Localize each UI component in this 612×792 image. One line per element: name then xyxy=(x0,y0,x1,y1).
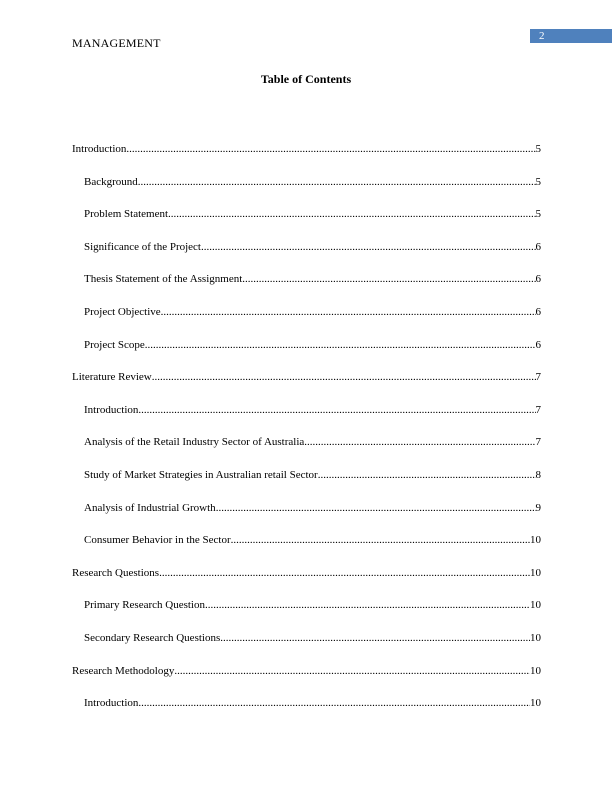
toc-entry[interactable] xyxy=(72,207,541,240)
toc-dot-leader xyxy=(220,631,530,645)
toc-entry[interactable] xyxy=(72,338,541,371)
toc-entry-page: 7 xyxy=(535,436,541,449)
toc-dot-leader xyxy=(318,468,536,482)
toc-dot-leader xyxy=(152,370,536,384)
toc-entry-page: 5 xyxy=(535,143,541,155)
running-header: MANAGEMENT xyxy=(72,36,161,50)
page-number-badge: 2 xyxy=(530,29,612,43)
toc-dot-leader xyxy=(138,403,535,417)
toc-entry-page: 7 xyxy=(535,403,541,416)
toc-heading: Table of Contents xyxy=(260,72,352,86)
toc-dot-leader xyxy=(145,338,536,352)
toc-entry-page: 10 xyxy=(530,566,541,579)
toc-entry-title: Analysis of Industrial Growth xyxy=(84,501,216,514)
toc-entry-title: Introduction xyxy=(72,143,127,155)
toc-entry[interactable] xyxy=(72,272,541,305)
toc-dot-leader xyxy=(304,435,535,449)
toc-entry-title: Research Methodology xyxy=(72,664,175,677)
toc-entry-title: Project Objective xyxy=(84,305,161,318)
toc-dot-leader xyxy=(159,566,530,580)
toc-dot-leader xyxy=(168,207,535,221)
toc-dot-leader xyxy=(138,175,536,189)
toc-entry-page: 10 xyxy=(530,664,541,677)
toc-entry-page: 5 xyxy=(535,208,541,221)
toc-entry-page: 7 xyxy=(535,371,541,384)
toc-entry[interactable] xyxy=(72,468,541,501)
toc-entry[interactable] xyxy=(72,696,541,729)
toc-entry-title: Introduction xyxy=(84,403,139,416)
toc-entry[interactable] xyxy=(72,435,541,468)
toc-entry-title: Thesis Statement of the Assignment xyxy=(84,273,243,286)
toc-dot-leader xyxy=(174,664,530,678)
toc-entry-title: Analysis of the Retail Industry Sector of Australia xyxy=(84,436,305,449)
toc-entry[interactable] xyxy=(72,664,541,697)
toc-entry[interactable] xyxy=(72,370,541,403)
toc-entry[interactable] xyxy=(72,142,541,175)
toc-entry[interactable] xyxy=(72,631,541,664)
toc-dot-leader xyxy=(205,598,530,612)
toc-entry-page: 6 xyxy=(535,305,541,318)
toc-entry-page: 8 xyxy=(535,468,541,481)
toc-entry-page: 6 xyxy=(535,273,541,286)
toc-entry-page: 10 xyxy=(530,697,541,710)
toc-entry[interactable] xyxy=(72,533,541,566)
toc-entry-title: Secondary Research Questions xyxy=(84,631,221,644)
toc-dot-leader xyxy=(126,142,535,156)
toc-entry-page: 6 xyxy=(535,240,541,253)
toc-entry[interactable] xyxy=(72,175,541,208)
toc-entry-title: Introduction xyxy=(84,697,139,710)
toc-entry-title: Study of Market Strategies in Australian retail Sector xyxy=(84,468,318,481)
table-of-contents xyxy=(72,142,541,729)
toc-entry-page: 5 xyxy=(535,175,541,188)
toc-entry-page: 10 xyxy=(530,534,541,547)
toc-entry-title: Research Questions xyxy=(72,566,160,579)
toc-entry-title: Project Scope xyxy=(84,338,145,351)
toc-dot-leader xyxy=(216,501,536,515)
toc-entry[interactable] xyxy=(72,240,541,273)
toc-entry-title: Problem Statement xyxy=(84,208,169,221)
toc-dot-leader xyxy=(201,240,536,254)
toc-dot-leader xyxy=(138,696,530,710)
toc-entry-page: 10 xyxy=(530,631,541,644)
toc-entry-page: 10 xyxy=(530,599,541,612)
toc-dot-leader xyxy=(231,533,530,547)
toc-entry[interactable] xyxy=(72,566,541,599)
toc-entry-title: Primary Research Question xyxy=(84,599,205,612)
toc-dot-leader xyxy=(161,305,536,319)
toc-entry-title: Consumer Behavior in the Sector xyxy=(84,534,231,547)
toc-entry-title: Significance of the Project xyxy=(84,240,201,253)
toc-dot-leader xyxy=(242,272,535,286)
toc-entry[interactable] xyxy=(72,598,541,631)
toc-entry-title: Literature Review xyxy=(72,371,152,384)
toc-entry-page: 9 xyxy=(535,501,541,514)
toc-entry-page: 6 xyxy=(535,338,541,351)
toc-entry-title: Background xyxy=(84,175,138,188)
toc-entry[interactable] xyxy=(72,305,541,338)
toc-entry[interactable] xyxy=(72,501,541,534)
toc-entry[interactable] xyxy=(72,403,541,436)
